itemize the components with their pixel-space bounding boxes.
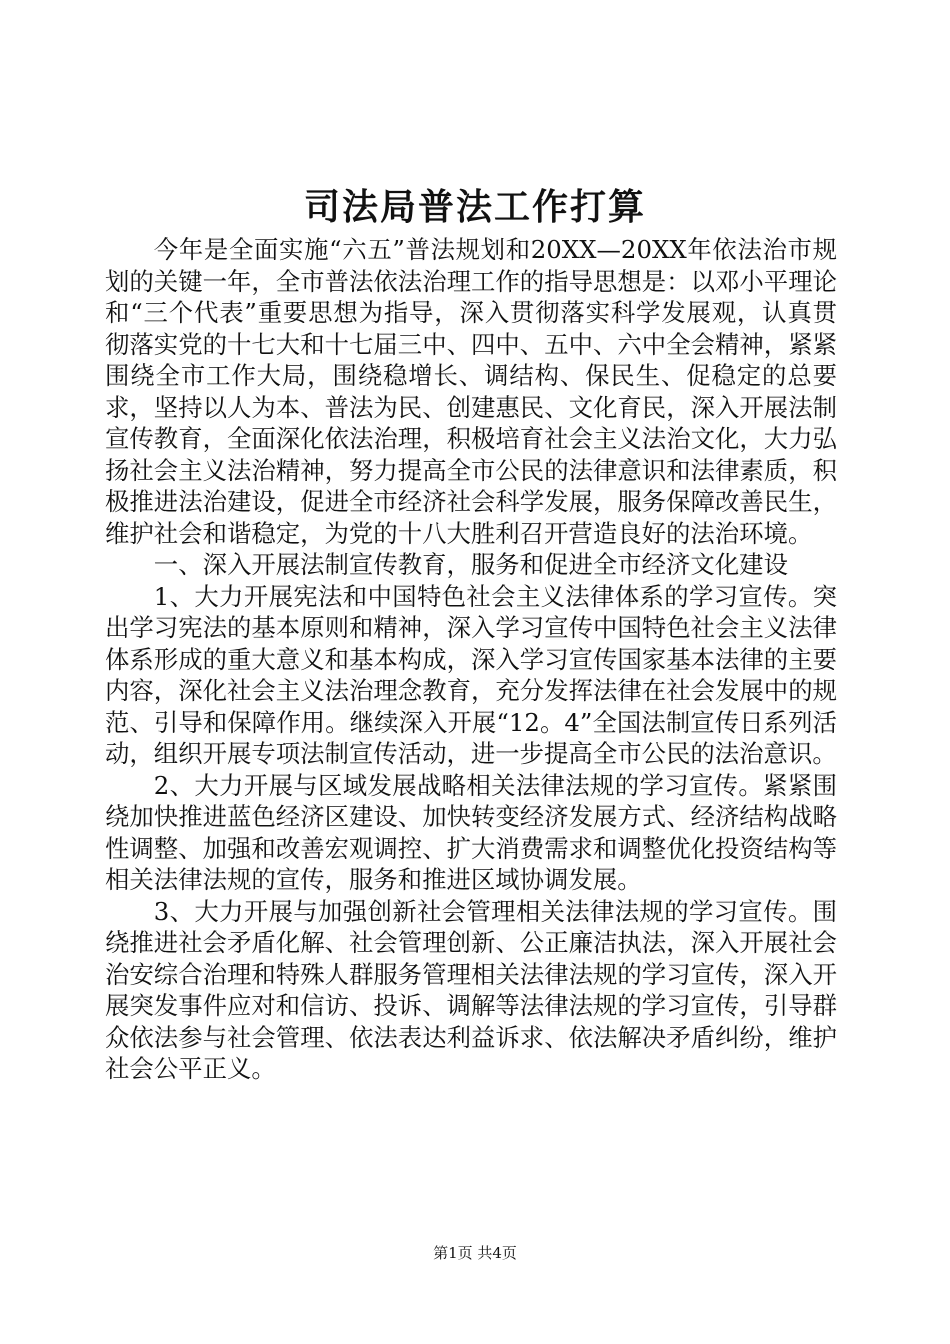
- paragraph-item-3: 3、大力开展与加强创新社会管理相关法律法规的学习宣传。围绕推进社会矛盾化解、社会管理创新、公正廉洁执法，深入开展社会治安综合治理和特殊人群服务管理相关法律法规的学习宣传，深入开展突发事件应对和信访、投诉、调解等法律法规的学习宣传，引导群众依法参与社会管理、依法表达利益诉求、依法解决矛盾纠纷，维护社会公平正义。: [105, 896, 837, 1083]
- paragraph-item-2: 2、大力开展与区域发展战略相关法律法规的学习宣传。紧紧围绕加快推进蓝色经济区建设、加快转变经济发展方式、经济结构战略性调整、加强和改善宏观调控、扩大消费需求和调整优化投资结构等相关法律法规的宣传，服务和推进区域协调发展。: [105, 770, 837, 894]
- section-heading-1: 一、深入开展法制宣传教育，服务和促进全市经济文化建设: [153, 550, 788, 579]
- page-footer: 第1页 共4页: [433, 1244, 517, 1262]
- document-body: [105, 234, 837, 1085]
- document-title: 司法局普法工作打算: [303, 186, 646, 228]
- paragraph-intro: 今年是全面实施“六五”普法规划和20XX—20XX年依法治市规划的关键一年，全市普法依法治理工作的指导思想是：以邓小平理论和“三个代表”重要思想为指导，深入贯彻落实科学发展观，认真贯彻落实党的十七大和十七届三中、四中、五中、六中全会精神，紧紧围绕全市工作大局，围绕稳增长、调结构、保民生、促稳定的总要求，坚持以人为本、普法为民、创建惠民、文化育民，深入开展法制宣传教育，全面深化依法治理，积极培育社会主义法治文化，大力弘扬社会主义法治精神，努力提高全市公民的法律意识和法律素质，积极推进法治建设，促进全市经济社会科学发展，服务保障改善民生，维护社会和谐稳定，为党的十八大胜利召开营造良好的法治环境。: [105, 235, 837, 548]
- paragraph-item-1: 1、大力开展宪法和中国特色社会主义法律体系的学习宣传。突出学习宪法的基本原则和精神，深入学习宣传中国特色社会主义法律体系形成的重大意义和基本构成，深入学习宣传国家基本法律的主要内容，深化社会主义法治理念教育，充分发挥法律在社会发展中的规范、引导和保障作用。继续深入开展“12。4”全国法制宣传日系列活动，组织开展专项法制宣传活动，进一步提高全市公民的法治意识。: [105, 581, 837, 768]
